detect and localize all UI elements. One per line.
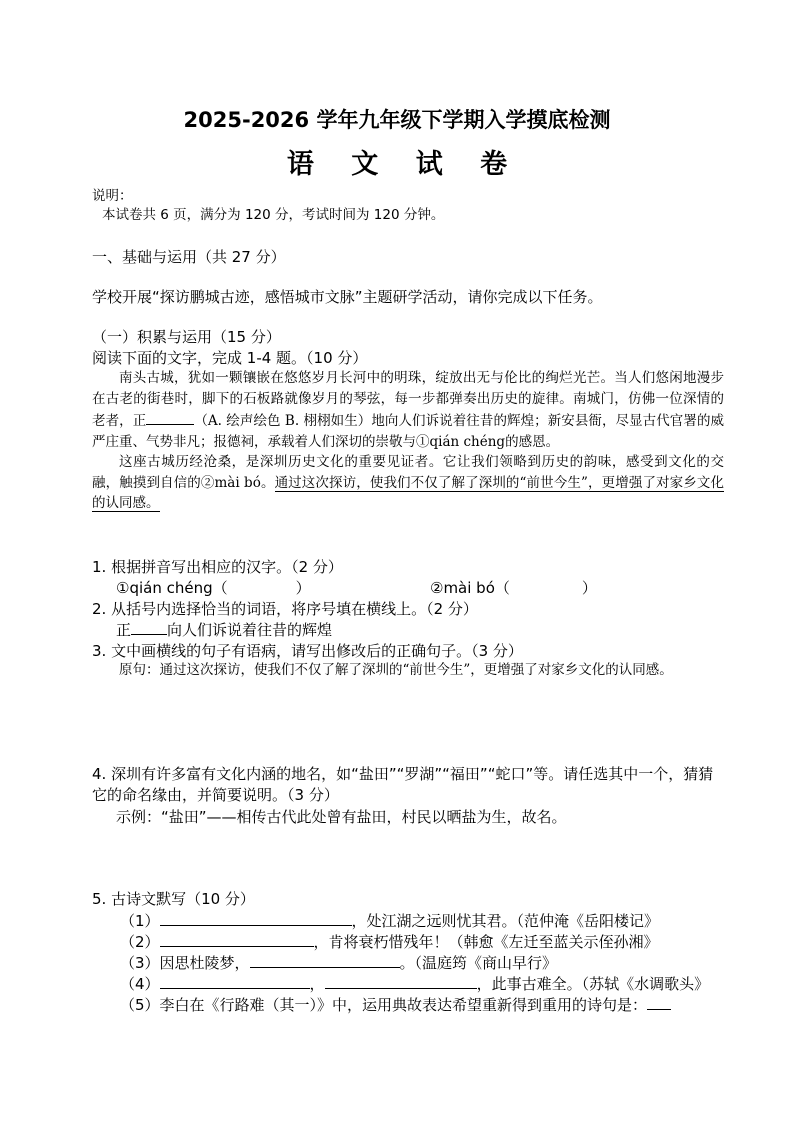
answer-blank[interactable] <box>131 619 167 635</box>
passage-paragraph-1 <box>92 368 724 452</box>
reading-instruction: 阅读下面的文字，完成 1-4 题。（10 分） <box>92 349 368 367</box>
poem-text: ，处江湖之远则忧其君。（范仲淹《岳阳楼记》 <box>351 912 660 930</box>
question-3: 3. 文中画横线的句子有语病，请写出修改后的正确句子。（3 分） <box>92 642 523 660</box>
bracket-close: ） <box>295 579 311 597</box>
question-3-original <box>92 660 724 681</box>
question-2-line <box>116 619 332 640</box>
passage-text: 地向人们诉说着往昔的辉煌；新安县衙，尽显古代官署的威严庄重、气势非凡；报德祠，承载着人们深切的崇敬与①qián chéng的感恩。 <box>92 413 725 450</box>
question-4-example: 示例：“盐田”——相传古代此处曾有盐田，村民以晒盐为生，故名。 <box>116 808 567 826</box>
bracket-close: ） <box>581 579 597 597</box>
q2-suffix: 向人们诉说着往昔的辉煌 <box>167 621 333 639</box>
pinyin-label: ②mài bó（ <box>430 579 510 597</box>
answer-blank[interactable] <box>647 994 671 1010</box>
q2-prefix: 正 <box>116 621 132 639</box>
question-5-2 <box>120 931 659 952</box>
passage-text: 南头古城，犹如一颗镶嵌在悠悠岁月长河中的明珠，绽放出无与伦比的绚烂光芒。当人们悠闲地漫步在古老的街巷时，脚下的石板路就像岁月的琴弦，每一步都弹奏出历史的旋律。南城门，仿佛一位深情的老者，正 <box>92 370 724 429</box>
poem-text: 。（温庭筠《商山早行》 <box>399 954 558 972</box>
poem-text: ，肯将衰朽惜残年！（韩愈《左迁至蓝关示侄孙湘》 <box>313 933 659 951</box>
reading-passage <box>92 368 724 514</box>
passage-text: 这座古城历经沧桑，是深圳历史文化的重要见证者。它让我们领略到历史的韵味，感受到文化的交融，触摸到自信的②mài bó。 <box>92 454 724 491</box>
section-title: 一、基础与运用（共 27 分） <box>92 248 286 266</box>
answer-blank[interactable] <box>250 952 400 968</box>
question-5-1 <box>120 910 659 931</box>
answer-blank[interactable] <box>325 973 477 989</box>
section-intro: 学校开展“探访鹏城古迹，感悟城市文脉”主题研学活动，请你完成以下任务。 <box>92 288 603 306</box>
passage-options: （A. 绘声绘色 B. 栩栩如生） <box>194 413 372 429</box>
question-4: 4. 深圳有许多富有文化内涵的地名，如“盐田”“罗湖”“福田”“蛇口”等。请任选其中一个，猜猜它的命名缘由，并简要说明。（3 分） <box>92 765 714 804</box>
poem-text: ，此事古难全。（苏轼《水调歌头》 <box>476 975 710 993</box>
answer-blank[interactable] <box>160 910 352 926</box>
question-1-b <box>430 577 597 598</box>
answer-blank[interactable] <box>160 931 314 947</box>
pinyin-label: ①qián chéng（ <box>116 579 228 597</box>
question-5-3 <box>120 952 557 973</box>
question-2: 2. 从括号内选择恰当的词语，将序号填在横线上。（2 分） <box>92 600 478 618</box>
item-number: （4） <box>120 975 160 993</box>
question-1: 1. 根据拼音写出相应的汉字。（2 分） <box>92 558 343 576</box>
underlined-sentence: 通过这次探访，使我们不仅了解了深圳的“前世今生”，更增强了对家乡文化的认同感。 <box>92 474 724 511</box>
exam-subtitle: 语 文 试 卷 <box>286 149 522 180</box>
question-1-a <box>116 577 311 598</box>
item-number: （2） <box>120 933 160 951</box>
notes-text: 本试卷共 6 页，满分为 120 分，考试时间为 120 分钟。 <box>102 207 445 223</box>
question-5-5 <box>120 994 671 1015</box>
answer-blank[interactable] <box>146 409 194 425</box>
question-5-4 <box>120 973 709 994</box>
comma: ， <box>309 975 325 993</box>
question-5: 5. 古诗文默写（10 分） <box>92 890 255 908</box>
passage-paragraph-2 <box>92 452 724 514</box>
poem-prompt: （5）李白在《行路难（其一）》中，运用典故表达希望重新得到重用的诗句是： <box>120 996 648 1014</box>
original-sentence: 原句：通过这次探访，使我们不仅了解了深圳的“前世今生”，更增强了对家乡文化的认同感。 <box>119 662 673 678</box>
exam-title: 2025-2026 学年九年级下学期入学摸底检测 <box>183 108 611 132</box>
answer-blank[interactable] <box>160 973 310 989</box>
item-number: （1） <box>120 912 160 930</box>
part-title: （一）积累与运用（15 分） <box>92 328 281 346</box>
item-number: （3）因思杜陵梦， <box>120 954 250 972</box>
notes-label: 说明： <box>92 188 133 204</box>
